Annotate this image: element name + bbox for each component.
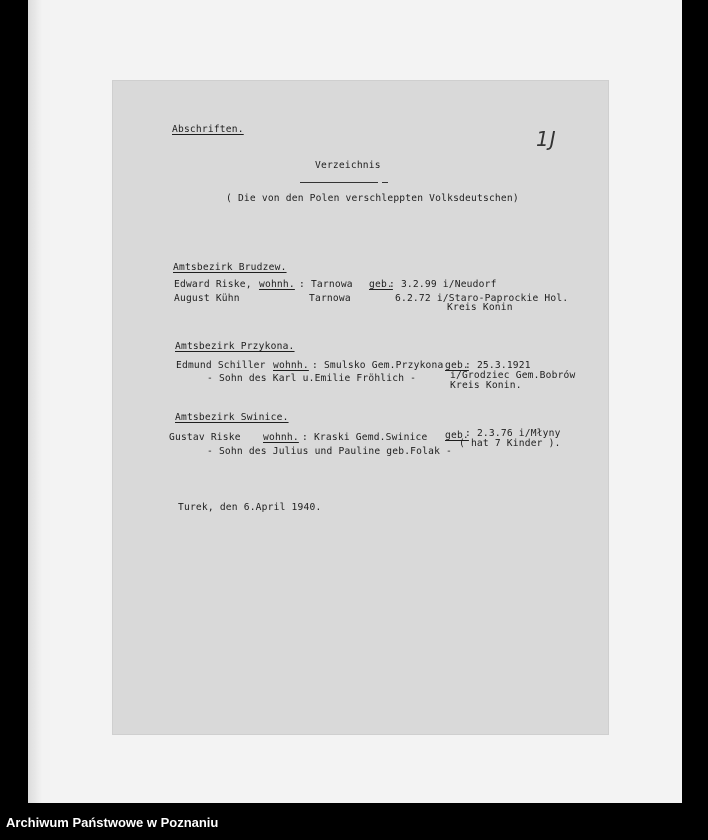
archive-footer: Archiwum Państwowe w Poznaniu	[6, 815, 219, 830]
entry-place: Tarnowa	[309, 293, 351, 304]
document-page	[112, 80, 609, 735]
entry-place: : Kraski Gemd.Swinice	[302, 432, 428, 443]
entry-name: August Kühn	[174, 293, 240, 304]
entry-birthplace: i/Grodziec Gem.Bobrów	[450, 370, 576, 381]
entry-name: Edward Riske,	[174, 279, 252, 290]
entry-wohnh: wohnh.	[259, 279, 295, 290]
entry-wohnh: wohnh.	[273, 360, 309, 371]
entry-geb: geb.	[445, 360, 469, 371]
title-rule-end	[382, 182, 388, 183]
document-title: Verzeichnis	[315, 160, 381, 171]
entry-extra: Kreis Konin	[447, 302, 513, 313]
entry-parents: - Sohn des Julius und Pauline geb.Folak -	[207, 446, 453, 457]
entry-birth: : 25.3.1921	[465, 360, 531, 371]
entry-parents: - Sohn des Karl u.Emilie Fröhlich -	[207, 373, 417, 384]
entry-place: : Tarnowa	[299, 279, 353, 290]
document-subtitle: ( Die von den Polen verschleppten Volksdeutschen)	[226, 193, 519, 204]
section-heading-brudzew: Amtsbezirk Brudzew.	[173, 262, 287, 273]
entry-children: ( hat 7 Kinder ).	[459, 438, 561, 449]
entry-place: : Smulsko Gem.Przykona	[312, 360, 444, 371]
entry-name: Edmund Schiller	[176, 360, 266, 371]
entry-geb: geb.	[369, 279, 393, 290]
entry-wohnh: wohnh.	[263, 432, 299, 443]
section-heading-swinice: Amtsbezirk Swinice.	[175, 412, 289, 423]
entry-geb: geb.	[445, 430, 469, 441]
archive-page-number: 1J	[536, 127, 557, 151]
header-label: Abschriften.	[172, 124, 244, 135]
section-heading-przykona: Amtsbezirk Przykona.	[175, 341, 295, 352]
entry-extra: Kreis Konin.	[450, 380, 522, 391]
entry-name: Gustav Riske	[169, 432, 241, 443]
closing-date: Turek, den 6.April 1940.	[178, 502, 322, 513]
entry-birth: 6.2.72 i/Staro-Paprockie Hol.	[395, 293, 569, 304]
entry-birth: : 2.3.76 i/Młyny	[465, 428, 561, 439]
entry-birth: : 3.2.99 i/Neudorf	[389, 279, 497, 290]
title-rule	[300, 182, 378, 183]
